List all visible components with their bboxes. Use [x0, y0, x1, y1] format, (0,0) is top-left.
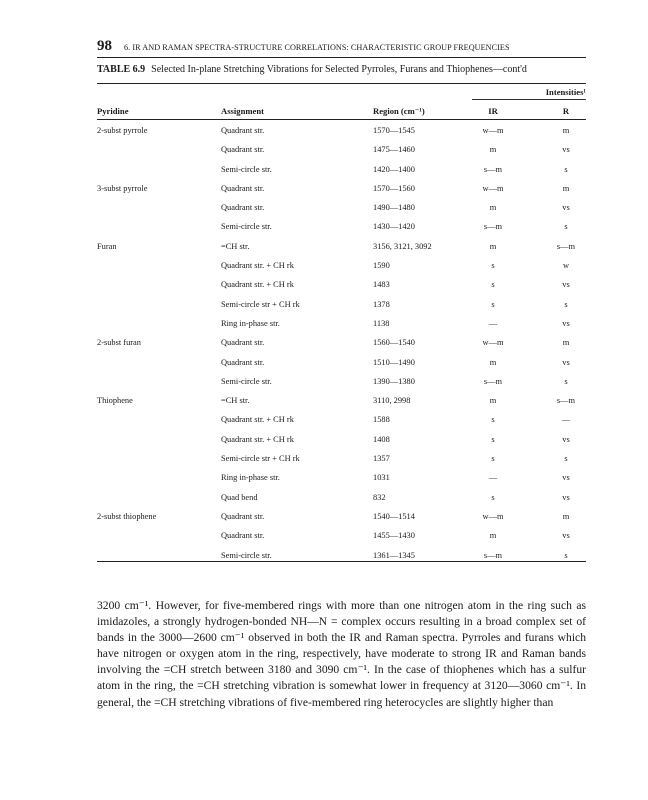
region-cell: 1420—1400 [373, 164, 415, 174]
table-row [97, 296, 586, 315]
table-row [97, 257, 586, 276]
column-header-assignment: Assignment [221, 106, 264, 116]
ir-intensity-cell: — [488, 318, 498, 328]
ir-intensity-cell: s [491, 492, 495, 502]
table-caption: Selected In-plane Stretching Vibrations for Selected Pyrroles, Furans and Thiophenes—cont'd [151, 64, 527, 75]
raman-intensity-cell: vs [562, 280, 570, 290]
assignment-cell: Quadrant str. [221, 511, 265, 521]
assignment-cell: Quadrant str. + CH rk [221, 280, 294, 290]
table-row [97, 122, 586, 141]
raman-intensity-cell: m [562, 183, 570, 193]
body-paragraph [97, 598, 586, 711]
region-cell: 1588 [373, 415, 390, 425]
raman-intensity-cell: m [562, 126, 570, 135]
table-row [97, 431, 586, 450]
raman-intensity-cell: vs [562, 492, 570, 502]
ir-intensity-cell: — [488, 473, 498, 483]
assignment-cell: Quadrant str. [221, 338, 265, 348]
compound-cell: Thiophene [97, 396, 133, 406]
assignment-cell: Semi-circle str + CH rk [221, 299, 300, 309]
raman-intensity-cell: s [564, 376, 568, 386]
assignment-cell: Quadrant str. [221, 203, 265, 213]
region-cell: 1357 [373, 454, 390, 464]
raman-intensity-cell: vs [562, 145, 570, 155]
compound-cell: 2-subst thiophene [97, 511, 157, 521]
table-row [97, 199, 586, 218]
table-row [97, 489, 586, 508]
column-header-compound: Pyridine [97, 106, 129, 116]
raman-intensity-cell: vs [562, 531, 570, 541]
ir-intensity-cell: s [491, 299, 495, 309]
intensities-rule [472, 99, 586, 100]
raman-intensity-cell: s [564, 164, 568, 174]
raman-intensity-cell: vs [562, 473, 570, 483]
compound-cell: 2-subst furan [97, 338, 141, 348]
region-cell: 1455—1430 [373, 531, 415, 541]
ir-intensity-cell: s—m [483, 376, 503, 386]
table-row [97, 141, 586, 160]
table-body [97, 122, 586, 566]
region-cell: 1378 [373, 299, 390, 309]
region-cell: 1031 [373, 473, 390, 483]
column-header-ir: IR [488, 106, 498, 116]
ir-intensity-cell: m [489, 145, 497, 155]
compound-cell: Furan [97, 241, 117, 251]
raman-intensity-cell: vs [562, 357, 570, 367]
table-row [97, 276, 586, 295]
region-cell: 1570—1545 [373, 126, 415, 135]
assignment-cell: Quadrant str. + CH rk [221, 415, 294, 425]
region-cell: 1570—1560 [373, 183, 415, 193]
table-row [97, 508, 586, 527]
region-cell: 1430—1420 [373, 222, 415, 232]
assignment-cell: Quadrant str. [221, 126, 265, 135]
intensities-header: Intensities¹ [545, 87, 586, 97]
region-cell: 1390—1380 [373, 376, 415, 386]
table-title [97, 64, 586, 75]
table-row [97, 411, 586, 430]
raman-intensity-cell: vs [562, 318, 570, 328]
page-header [97, 38, 586, 55]
raman-intensity-cell: s [564, 454, 568, 464]
ir-intensity-cell: s [491, 280, 495, 290]
table-row [97, 315, 586, 334]
assignment-cell: Semi-circle str. [221, 376, 272, 386]
assignment-cell: Semi-circle str. [221, 222, 272, 232]
ir-intensity-cell: m [489, 396, 497, 406]
region-cell: 1408 [373, 434, 390, 444]
assignment-cell: =CH str. [221, 396, 250, 406]
ir-intensity-cell: s—m [483, 164, 503, 174]
assignment-cell: =CH str. [221, 241, 250, 251]
table-row [97, 392, 586, 411]
region-cell: 1590 [373, 261, 390, 271]
ir-intensity-cell: s [491, 454, 495, 464]
body-text: 3200 cm⁻¹. However, for five-membered rings with more than one nitrogen atom in the ring such as imidazoles, a strongly hydrogen-bonded NH—N = complex occurs resulting in a broad complex set of bands in the 3000—2600 cm⁻¹ observed in both the IR and Raman spectra. Pyrroles and furans which have nitrogen or oxygen atom in the ring, respectively, have moderate to strong IR and Raman bands involving the =CH stretch between 3180 and 3090 cm⁻¹. In the case of thiophenes which has a sulfur atom in the ring, the =CH stretching vibration is somewhat lower in frequency at 3120—3060 cm⁻¹. In general, the =CH stretching vibrations of five-membered ring heterocycles are slightly higher than [97, 599, 586, 709]
assignment-cell: Quadrant str. + CH rk [221, 434, 294, 444]
raman-intensity-cell: — [561, 415, 571, 425]
region-cell: 1560—1540 [373, 338, 415, 348]
assignment-cell: Semi-circle str. [221, 164, 272, 174]
table-row [97, 354, 586, 373]
assignment-cell: Ring in-phase str. [221, 473, 280, 483]
region-cell: 1361—1345 [373, 550, 415, 560]
assignment-cell: Semi-circle str + CH rk [221, 454, 300, 464]
raman-intensity-cell: s—m [556, 396, 576, 406]
table-top-rule [97, 83, 586, 84]
region-cell: 832 [373, 492, 386, 502]
table-row [97, 218, 586, 237]
raman-intensity-cell: m [562, 338, 570, 348]
table-row [97, 238, 586, 257]
region-cell: 1490—1480 [373, 203, 415, 213]
compound-cell: 2-subst pyrrole [97, 126, 148, 135]
table-row [97, 469, 586, 488]
table-row [97, 547, 586, 566]
ir-intensity-cell: m [489, 203, 497, 213]
page-number: 98 [97, 38, 112, 54]
ir-intensity-cell: w—m [482, 126, 504, 135]
ir-intensity-cell: s—m [483, 222, 503, 232]
ir-intensity-cell: w—m [482, 183, 504, 193]
raman-intensity-cell: s [564, 222, 568, 232]
raman-intensity-cell: s [564, 299, 568, 309]
table-row [97, 161, 586, 180]
region-cell: 1475—1460 [373, 145, 415, 155]
ir-intensity-cell: m [489, 357, 497, 367]
raman-intensity-cell: m [562, 511, 570, 521]
table-row [97, 180, 586, 199]
ir-intensity-cell: w—m [482, 338, 504, 348]
column-header-region: Region (cm⁻¹) [373, 106, 425, 116]
raman-intensity-cell: vs [562, 203, 570, 213]
ir-intensity-cell: s [491, 261, 495, 271]
raman-intensity-cell: s [564, 550, 568, 560]
assignment-cell: Quad bend [221, 492, 258, 502]
assignment-cell: Ring in-phase str. [221, 318, 280, 328]
table-row [97, 373, 586, 392]
assignment-cell: Quadrant str. [221, 357, 265, 367]
table-label: TABLE 6.9 [97, 64, 146, 75]
region-cell: 1483 [373, 280, 390, 290]
raman-intensity-cell: vs [562, 434, 570, 444]
region-cell: 1510—1490 [373, 357, 415, 367]
region-cell: 1540—1514 [373, 511, 415, 521]
running-title: 6. IR AND RAMAN SPECTRA-STRUCTURE CORRELATIONS: CHARACTERISTIC GROUP FREQUENCIES [124, 43, 510, 52]
ir-intensity-cell: s—m [483, 550, 503, 560]
header-rule [97, 57, 586, 58]
region-cell: 3156, 3121, 3092 [373, 241, 432, 251]
ir-intensity-cell: m [489, 531, 497, 541]
table-row [97, 334, 586, 353]
assignment-cell: Quadrant str. + CH rk [221, 261, 294, 271]
region-cell: 1138 [373, 318, 390, 328]
region-cell: 3110, 2998 [373, 396, 411, 406]
ir-intensity-cell: m [489, 241, 497, 251]
raman-intensity-cell: s—m [556, 241, 576, 251]
table-row [97, 450, 586, 469]
assignment-cell: Semi-circle str. [221, 550, 272, 560]
compound-cell: 3-subst pyrrole [97, 183, 148, 193]
assignment-cell: Quadrant str. [221, 145, 265, 155]
ir-intensity-cell: w—m [482, 511, 504, 521]
assignment-cell: Quadrant str. [221, 531, 265, 541]
table-header-rule [97, 119, 586, 120]
ir-intensity-cell: s [491, 434, 495, 444]
raman-intensity-cell: w [562, 261, 570, 271]
column-header-r: R [562, 106, 570, 116]
assignment-cell: Quadrant str. [221, 183, 265, 193]
table-bottom-rule [97, 561, 586, 562]
ir-intensity-cell: s [491, 415, 495, 425]
table-row [97, 527, 586, 546]
